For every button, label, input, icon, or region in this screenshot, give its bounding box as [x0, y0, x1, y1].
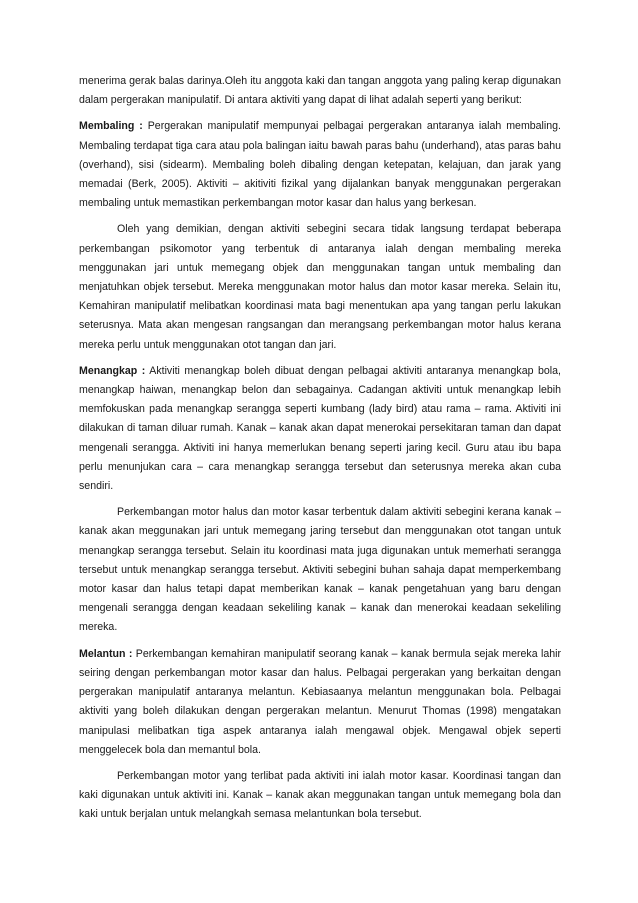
paragraph — [79, 117, 561, 213]
paragraph-text: Perkembangan motor halus dan motor kasar terbentuk dalam aktiviti sebegini kerana kanak – kanak akan meggunakan jari untuk memegang jaring tersebut dan menggunakan otot tangan untuk menangkap serangga tersebut. Selain itu koordinasi mata juga digunakan untuk memerhati serangga tersebut untuk menangkap serangga tersebut. Aktiviti sebegini buhan sahaja dapat memperkembang motor kasar dan halus tetapi dapat memberikan kanak – kanak pengetahuan yang baru dengan mengenali serangga dengan keadaan sekeliling kanak – kanak dan menerokai keadaan sekeliling mereka. — [79, 506, 561, 634]
paragraph-text: Perkembangan motor yang terlibat pada aktiviti ini ialah motor kasar. Koordinasi tangan dan kaki digunakan untuk aktiviti ini. Kanak – kanak akan meggunakan tangan untuk memegang bola dan kaki untuk berjalan untuk melangkah semasa melantunkan bola tersebut. — [79, 769, 561, 821]
document-body — [79, 72, 561, 825]
paragraph-text: Pergerakan manipulatif mempunyai pelbagai pergerakan antaranya ialah membaling. Membaling terdapat tiga cara atau pola balingan iaitu bawah paras bahu (underhand), atas paras bahu (overhand), sisi (sidearm). Membaling boleh dibaling dengan ketepatan, kelajuan, dan jarak yang memadai (Berk, 2005). Aktiviti – akitiviti fizikal yang dijalankan banyak menggunakan pergerakan membaling untuk memastikan perkembangan motor kasar dan halus yang berkesan. — [79, 120, 561, 210]
paragraph — [79, 503, 561, 637]
paragraph — [79, 767, 561, 825]
paragraph — [79, 645, 561, 760]
paragraph-text: Oleh yang demikian, dengan aktiviti sebegini secara tidak langsung terdapat beberapa perkembangan psikomotor yang terbentuk di antaranya ialah dengan membaling mereka menggunakan jari untuk memegang objek dan menggunakan tangan untuk membaling dan menjatuhkan objek tersebut. Mereka menggunakan motor halus dan motor kasar mereka. Selain itu, Kemahiran manipulatif melibatkan koordinasi mata bagi menentukan apa yang tangan perlu lakukan seterusnya. Mata akan mengesan rangsangan dan merangsang perkembangan motor halus kerana mereka perlu untuk menggunakan otot tangan dan jari. — [79, 223, 561, 351]
paragraph — [79, 220, 561, 354]
paragraph — [79, 72, 561, 110]
paragraph-heading-term: Melantun : — [79, 647, 133, 660]
paragraph-text: menerima gerak balas darinya.Oleh itu anggota kaki dan tangan anggota yang paling kerap digunakan dalam pergerakan manipulatif. Di antara aktiviti yang dapat di lihat adalah seperti yang berikut: — [79, 75, 561, 107]
paragraph-heading-term: Menangkap : — [79, 364, 146, 377]
paragraph-text: Aktiviti menangkap boleh dibuat dengan pelbagai aktiviti antaranya menangkap bola, menangkap haiwan, menangkap belon dan sebagainya. Cadangan aktiviti untuk menangkap lebih memfokuskan pada menangkap serangga seperti kumbang (lady bird) atau rama – rama. Aktiviti ini dilakukan di taman diluar rumah. Kanak – kanak akan dapat menerokai persekitaran taman dan dapat mengenali serangga. Aktiviti ini hanya memerlukan benang seperti jaring kecil. Guru atau ibu bapa perlu menunjukan cara – cara menangkap serangga tersebut dan seterusnya mereka akan cuba sendiri. — [79, 364, 561, 493]
paragraph-text: Perkembangan kemahiran manipulatif seorang kanak – kanak bermula sejak mereka lahir seiring dengan perkembangan motor kasar dan halus. Pelbagai pergerakan yang berkaitan dengan pergerakan manipulatif antaranya melantun. Kebiasaanya melantun menggunakan bola. Pelbagai aktiviti yang boleh dilakukan dengan pergerakan melantun. Menurut Thomas (1998) mengatakan manipulasi melibatkan tiga aspek antaranya ialah mengawal objek. Mengawal objek seperti menggelecek bola dan memantul bola. — [79, 647, 561, 756]
paragraph-heading-term: Membaling : — [79, 120, 143, 133]
paragraph — [79, 362, 561, 496]
